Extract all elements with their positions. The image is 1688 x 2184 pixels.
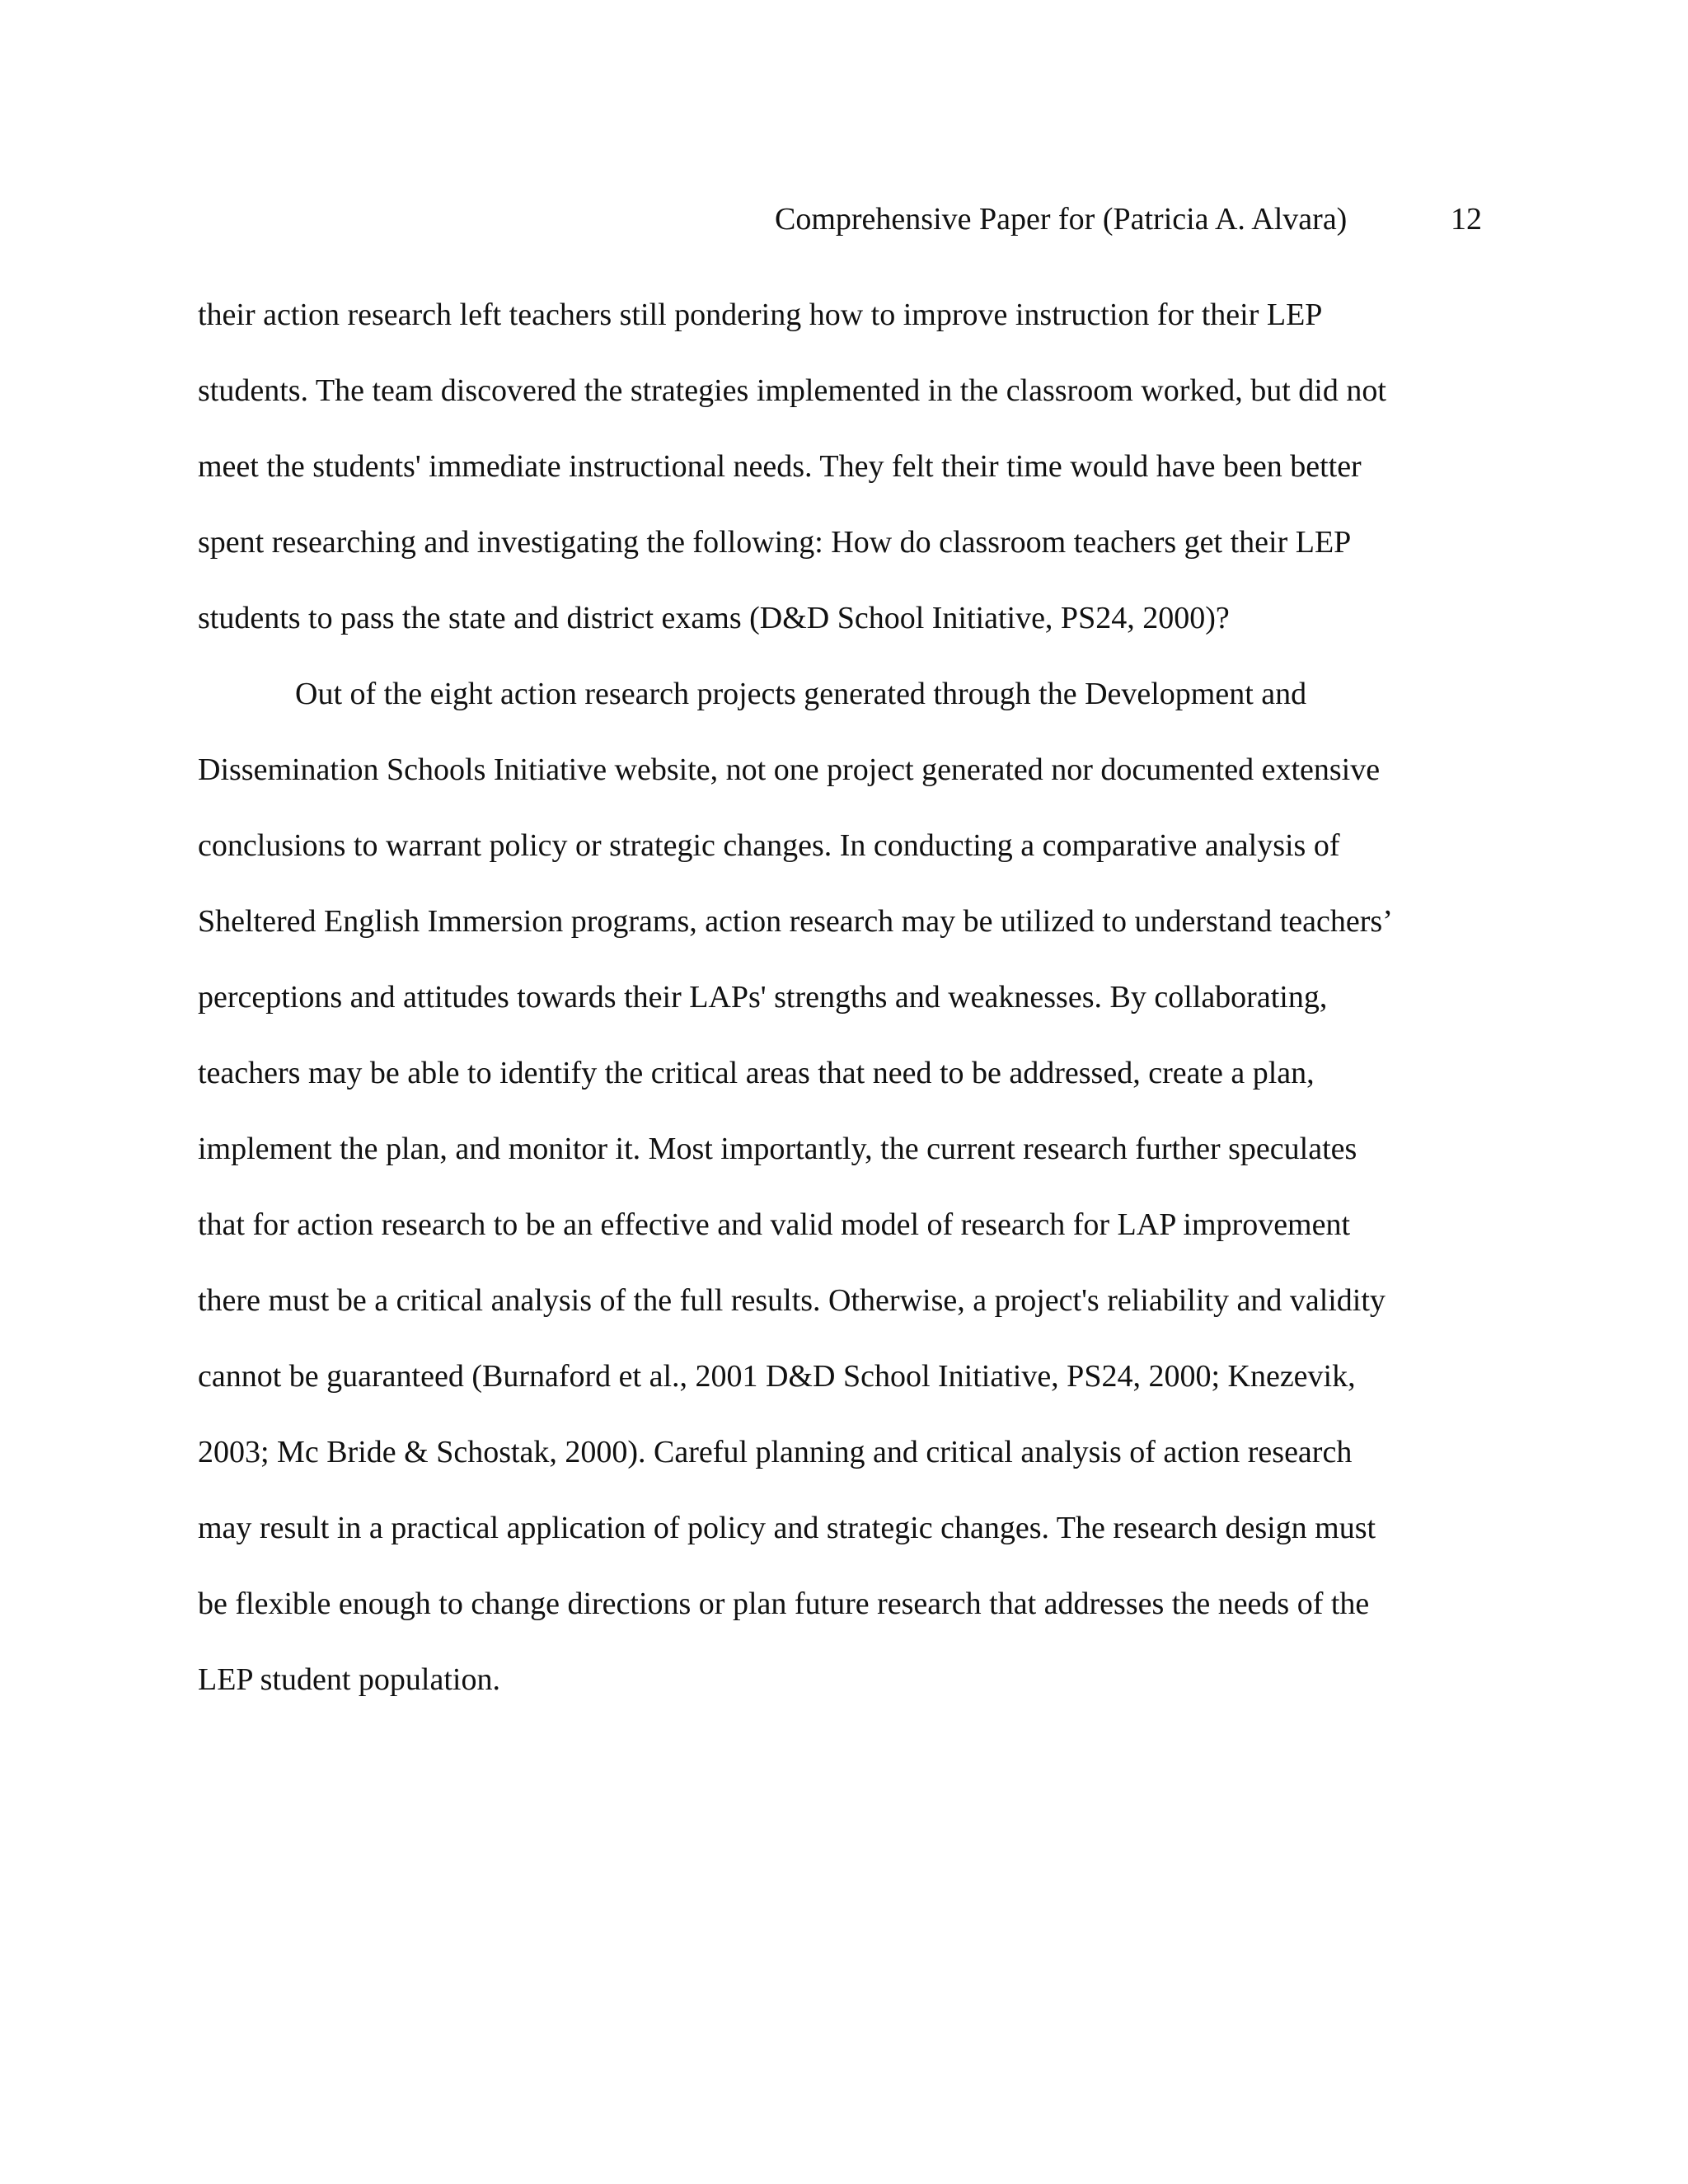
- running-head-title: Comprehensive Paper for (Patricia A. Alvara): [775, 202, 1348, 237]
- text-line: implement the plan, and monitor it. Most importantly, the current research further speculates: [198, 1132, 1357, 1166]
- text-line: students to pass the state and district exams (D&D School Initiative, PS24, 2000)?: [198, 601, 1230, 635]
- text-line: spent researching and investigating the following: How do classroom teachers get their LEP: [198, 525, 1352, 560]
- text-line: conclusions to warrant policy or strategic changes. In conducting a comparative analysis of: [198, 828, 1340, 863]
- text-line: Sheltered English Immersion programs, action research may be utilized to understand teachers’: [198, 904, 1393, 939]
- paragraph-continued: [198, 290, 1500, 669]
- text-line: 2003; Mc Bride & Schostak, 2000). Careful planning and critical analysis of action research: [198, 1435, 1353, 1469]
- running-head: [775, 194, 1500, 244]
- paragraph-action-research: [198, 669, 1500, 1731]
- page-number: 12: [1451, 202, 1482, 237]
- text-line: perceptions and attitudes towards their LAPs' strengths and weaknesses. By collaborating,: [198, 980, 1328, 1015]
- text-line: that for action research to be an effective and valid model of research for LAP improvement: [198, 1207, 1351, 1242]
- text-line: their action research left teachers still pondering how to improve instruction for their LEP: [198, 298, 1323, 332]
- text-line: LEP student population.: [198, 1662, 500, 1697]
- text-line: students. The team discovered the strategies implemented in the classroom worked, but did not: [198, 373, 1386, 408]
- body-text: [198, 290, 1500, 1731]
- text-line: there must be a critical analysis of the full results. Otherwise, a project's reliability and validity: [198, 1283, 1386, 1318]
- text-line: may result in a practical application of policy and strategic changes. The research design must: [198, 1511, 1376, 1545]
- text-line: cannot be guaranteed (Burnaford et al., 2001 D&D School Initiative, PS24, 2000; Knezevik,: [198, 1359, 1356, 1394]
- text-line: teachers may be able to identify the critical areas that need to be addressed, create a plan,: [198, 1056, 1315, 1090]
- text-line: meet the students' immediate instructional needs. They felt their time would have been better: [198, 449, 1362, 484]
- text-line: be flexible enough to change directions or plan future research that addresses the needs of the: [198, 1586, 1370, 1621]
- text-line: Dissemination Schools Initiative website, not one project generated nor documented extensive: [198, 752, 1381, 787]
- text-line-indented: Out of the eight action research projects generated through the Development and: [295, 677, 1307, 711]
